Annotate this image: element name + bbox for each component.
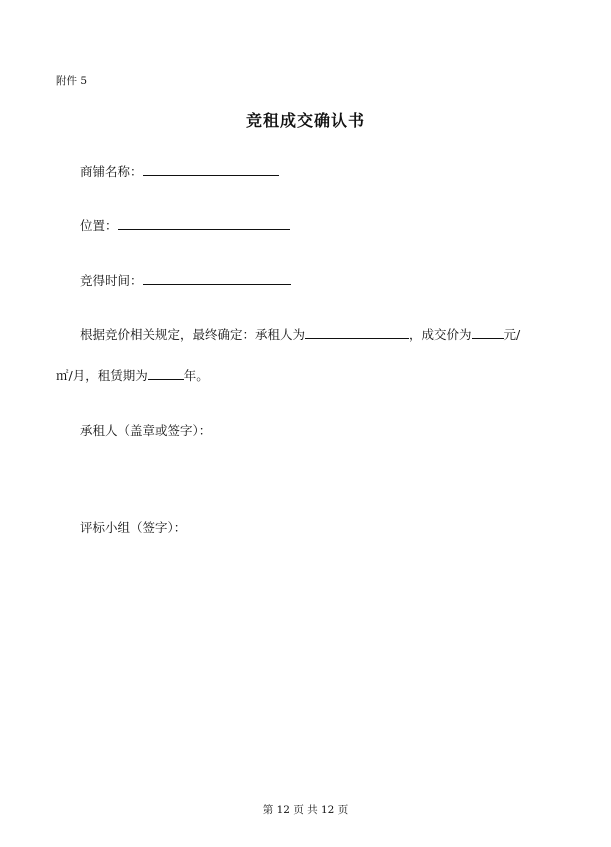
lease-term-blank <box>148 366 184 380</box>
paragraph-line-1 <box>80 325 520 343</box>
paragraph-text-4: ㎡/月，租赁期为 <box>56 368 148 383</box>
shop-name-blank <box>143 162 279 176</box>
price-blank <box>472 325 504 339</box>
attachment-label: 附件 5 <box>56 75 88 87</box>
shop-name-field <box>80 162 279 180</box>
document-title: 竞租成交确认书 <box>245 111 365 130</box>
lessee-signature-label: 承租人（盖章或签字）： <box>80 423 212 438</box>
bid-time-blank <box>143 271 291 285</box>
bid-time-field <box>80 271 291 289</box>
paragraph-text-3: 元/ <box>503 327 521 342</box>
paragraph-line-2 <box>56 366 209 384</box>
shop-name-label: 商铺名称： <box>80 164 143 179</box>
location-label: 位置： <box>80 218 118 233</box>
paragraph-text-2: ，成交价为 <box>409 327 472 342</box>
bid-time-label: 竞得时间： <box>80 273 143 288</box>
location-blank <box>118 216 290 230</box>
paragraph-text-5: 年。 <box>183 368 209 383</box>
panel-signature-label: 评标小组（签字）： <box>80 520 187 535</box>
paragraph-text-1: 根据竞价相关规定，最终确定：承租人为 <box>80 327 306 342</box>
location-field <box>80 216 290 234</box>
page-footer: 第 12 页 共 12 页 <box>262 804 349 816</box>
lessee-blank <box>305 325 409 339</box>
